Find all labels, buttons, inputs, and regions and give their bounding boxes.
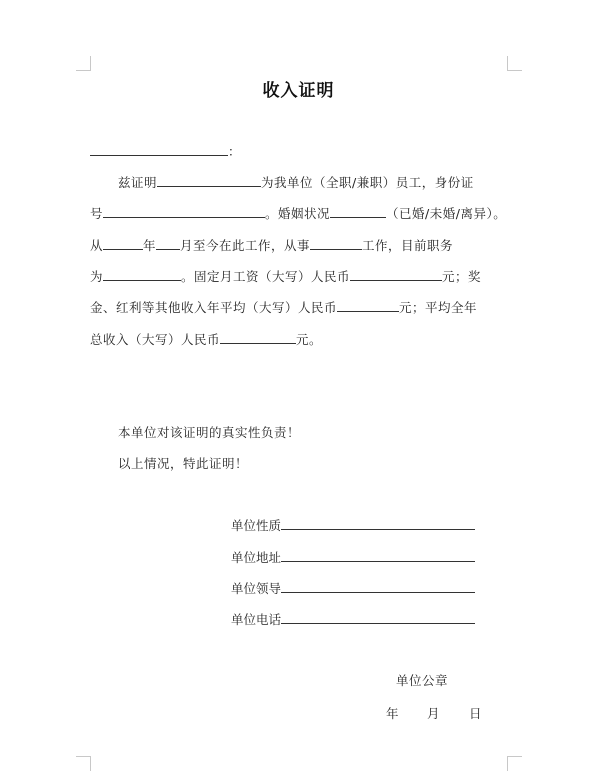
body-line-6 — [90, 331, 322, 348]
body-text: 月至今在此工作，从事 — [180, 238, 311, 253]
document-title: 收入证明 — [262, 81, 335, 101]
body-text: 。固定月工资（大写）人民币 — [181, 269, 351, 284]
position-blank[interactable] — [103, 268, 181, 281]
date-year-label: 年 — [386, 706, 400, 721]
closing-statement: 以上情况，特此证明！ — [118, 456, 249, 471]
field-label: 单位领导 — [231, 581, 282, 596]
responsibility-statement: 本单位对该证明的真实性负责！ — [118, 425, 301, 440]
page-corner-mark — [507, 756, 522, 771]
body-line-1 — [118, 174, 474, 191]
body-text: 兹证明 — [118, 175, 158, 190]
id-number-blank[interactable] — [103, 205, 265, 218]
body-line-3 — [90, 237, 453, 254]
body-text: 为 — [90, 269, 104, 284]
monthly-salary-blank[interactable] — [350, 268, 442, 281]
seal-label: 单位公章 — [396, 673, 449, 688]
unit-leader-input[interactable] — [281, 580, 475, 593]
start-month-blank[interactable] — [156, 237, 180, 250]
unit-address-input[interactable] — [281, 549, 475, 562]
name-blank[interactable] — [157, 174, 261, 187]
bonus-income-blank[interactable] — [337, 299, 399, 312]
body-text: 年 — [143, 238, 157, 253]
page-corner-mark — [507, 56, 522, 71]
body-line-2 — [90, 205, 506, 222]
body-text: （已婚/未婚/离异）。 — [386, 206, 507, 221]
start-year-blank[interactable] — [103, 237, 143, 250]
body-text: 元；平均全年 — [399, 300, 478, 315]
addressee-colon: ： — [228, 144, 242, 159]
body-text: 为我单位（全职/兼职）员工，身份证 — [261, 175, 474, 190]
addressee-blank[interactable] — [90, 143, 228, 156]
body-line-4 — [90, 268, 481, 285]
addressee-line — [90, 143, 241, 160]
job-type-blank[interactable] — [310, 237, 362, 250]
field-label: 单位电话 — [231, 612, 282, 627]
date-day-label: 日 — [469, 706, 483, 721]
field-label: 单位地址 — [231, 550, 282, 565]
body-text: 金、红利等其他收入年平均（大写）人民币 — [90, 300, 338, 315]
marital-status-blank[interactable] — [330, 205, 386, 218]
page-corner-mark — [76, 56, 91, 71]
body-text: 从 — [90, 238, 104, 253]
field-unit-address — [231, 549, 475, 566]
date-month-label: 月 — [427, 706, 441, 721]
page-corner-mark — [76, 756, 91, 771]
annual-income-blank[interactable] — [220, 331, 296, 344]
field-unit-leader — [231, 580, 475, 597]
body-text: 号 — [90, 206, 104, 221]
body-text: 总收入（大写）人民币 — [90, 332, 221, 347]
body-text: 工作，目前职务 — [362, 238, 454, 253]
field-label: 单位性质 — [231, 518, 282, 533]
body-text: 元。 — [296, 332, 323, 347]
body-text: 。婚姻状况 — [265, 206, 331, 221]
field-unit-phone — [231, 611, 475, 628]
body-line-5 — [90, 299, 477, 316]
body-text: 元；奖 — [442, 269, 482, 284]
unit-phone-input[interactable] — [281, 611, 475, 624]
field-unit-nature — [231, 517, 475, 534]
unit-nature-input[interactable] — [281, 517, 475, 530]
